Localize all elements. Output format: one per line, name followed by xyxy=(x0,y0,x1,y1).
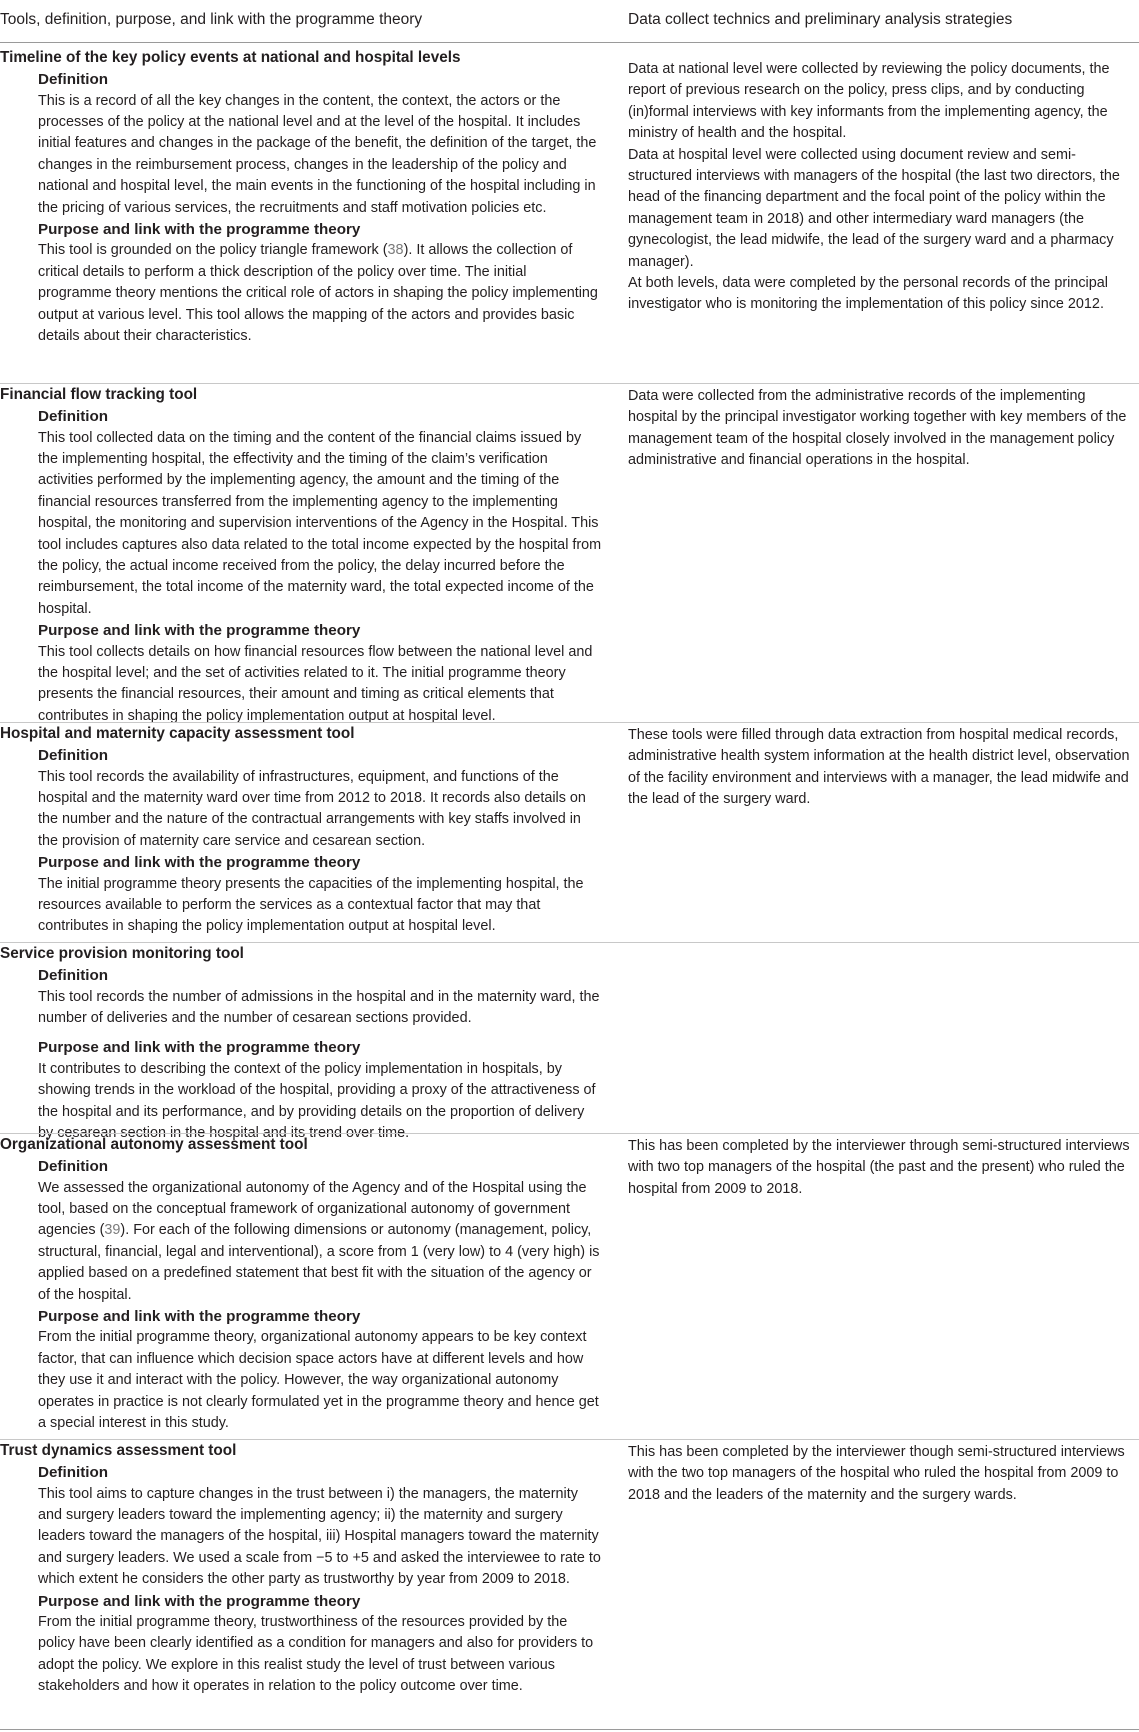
purpose-text: From the initial programme theory, organizational autonomy appears to be key context factor, that can influence which decision space actors have at different levels and how they use it and interact with the policy. However, the way organizational autonomy operates in practice is not clearly formulated yet in the programme theory and hence get a special interest in this study. xyxy=(38,1329,599,1432)
column-header-data-collection: Data collect technics and preliminary analysis strategies xyxy=(628,11,1013,28)
tool-title: Timeline of the key policy events at national and hospital levels xyxy=(0,49,461,66)
definition-text: This tool aims to capture changes in the trust between i) the managers, the maternity and surgery leaders toward the implementing agency; ii) the maternity and surgery leaders toward the managers of the hospital, iii) Hospital managers toward the maternity and surgery leaders. We used a scale from −5 to +5 and asked the interviewee to rate to which extent he considers the other party as trustworthy by year from 2009 to 2018. xyxy=(38,1485,601,1588)
definition-label: Definition xyxy=(38,408,109,425)
tool-title: Service provision monitoring tool xyxy=(0,945,244,962)
purpose-text-start: This tool is grounded on the policy triangle framework ( xyxy=(38,242,388,259)
data-collection-cell: Data were collected from the administrative records of the implementing hospital by the principal investigator working together with key members of the management team of the hospital closely involved in the management policy administrative and financial operations in the hospital. xyxy=(628,388,1127,469)
data-collection-cell: This has been completed by the interviewer through semi-structured interviews with two top managers of the hospital (the past and the present) who ruled the hospital from 2009 to 2018. xyxy=(628,1138,1130,1197)
purpose-label: Purpose and link with the programme theory xyxy=(38,1592,361,1610)
table-bottom-rule xyxy=(0,1729,1139,1730)
definition-text: This tool collected data on the timing and the content of the financial claims issued by the implementing hospital, the effectivity and the timing of the claim’s verification activities performed by the implementing agency, the amount and the timing of the financial resources transferred from the implementing agency to the implementing hospital, the monitoring and supervision interventions of the Agency in the Hospital. This tool includes captures also data related to the total income expected by the hospital from the policy, the actual income received from the policy, the delay incurred before the reimbursement, the total income of the maternity ward, the total expected income of the hospital. xyxy=(38,429,602,617)
column-header-tools: Tools, definition, purpose, and link with the programme theory xyxy=(0,11,423,28)
table-row-service-provision xyxy=(0,942,1139,1142)
tool-title: Hospital and maternity capacity assessment tool xyxy=(0,725,355,742)
purpose-text: It contributes to describing the context of the policy implementation in hospitals, by showing trends in the workload of the hospital, providing a proxy of the attractiveness of the hospital and its performance, and by providing details on the proportion of delivery by cesarean section in the hospital and its trend over time. xyxy=(38,1060,596,1142)
table-row-trust-dynamics xyxy=(0,1439,1139,1695)
table-row-capacity xyxy=(0,722,1139,935)
tool-title: Trust dynamics assessment tool xyxy=(0,1442,237,1459)
purpose-label: Purpose and link with the programme theory xyxy=(38,622,361,640)
tool-cell xyxy=(0,384,603,727)
table-header xyxy=(0,0,1139,43)
tool-cell xyxy=(0,1440,603,1698)
reference-link[interactable]: 38 xyxy=(387,242,404,259)
purpose-label: Purpose and link with the programme theory xyxy=(38,1307,361,1325)
data-collection-both: At both levels, data were completed by the personal records of the principal investigator who is monitoring the implementation of this policy since 2012. xyxy=(628,275,1108,313)
tool-title: Organizational autonomy assessment tool xyxy=(0,1136,308,1153)
definition-text-start: We assessed the organizational autonomy of the Agency and of the Hospital using the tool, based on the conceptual framework of organizational autonomy of government agencies ( xyxy=(38,1179,587,1239)
definition-label: Definition xyxy=(38,71,109,88)
definition-label: Definition xyxy=(38,967,109,984)
definition-text xyxy=(38,1178,603,1306)
tool-title: Financial flow tracking tool xyxy=(0,386,198,403)
definition-label: Definition xyxy=(38,747,109,764)
data-collection-cell xyxy=(628,59,1136,316)
data-collection-cell: These tools were filled through data extraction from hospital medical records, administrative health system information at the health district level, observation of the facility environment and interviews with a manager, the lead midwife and the lead of the surgery ward. xyxy=(628,727,1130,808)
purpose-text: The initial programme theory presents the capacities of the implementing hospital, the resources available to perform the services as a contextual factor that may that contributes in shaping the policy implementation output at hospital level. xyxy=(38,875,584,935)
data-collection-cell: This has been completed by the interviewer though semi-structured interviews with the two top managers of the hospital who ruled the hospital from 2009 to 2018 and the leaders of the maternity and the surgery wards. xyxy=(628,1444,1125,1503)
tool-cell xyxy=(0,47,603,347)
reference-link[interactable]: 39 xyxy=(104,1222,121,1239)
data-collection-national: Data at national level were collected by reviewing the policy documents, the report of previous research on the policy, press clips, and by conducting (in)formal interviews with key informants from the implementing agency, the ministry of health and the hospital. xyxy=(628,61,1110,142)
purpose-label: Purpose and link with the programme theory xyxy=(38,1039,361,1057)
definition-text: This tool records the availability of infrastructures, equipment, and functions of the hospital and the maternity ward over time from 2012 to 2018. It records also details on the number and the nature of the contractual arrangements with key staffs involved in the provision of maternity care service and cesarean section. xyxy=(38,768,586,849)
tool-cell xyxy=(0,943,603,1144)
definition-label: Definition xyxy=(38,1158,109,1175)
purpose-label: Purpose and link with the programme theory xyxy=(38,220,361,238)
table-row-financial-flow xyxy=(0,383,1139,724)
purpose-text-end: ). It allows the collection of critical details to perform a thick description of the policy over time. The initial programme theory mentions the critical role of actors in shaping the policy implementing output at various level. This tool allows the mapping of the actors and provides basic details about their characteristics. xyxy=(38,242,598,345)
data-collection-hospital: Data at hospital level were collected using document review and semi-structured interviews with managers of the hospital (the last two directors, the head of the financing department and the focal point of the policy within the management team in 2018) and other intermediary ward managers (the gynecologist, the lead midwife, the lead of the surgery ward and a pharmacy manager). xyxy=(628,146,1120,270)
purpose-text: From the initial programme theory, trustworthiness of the resources provided by the policy have been clearly identified as a condition for managers and also for providers to adopt the policy. We explore in this realist study the level of trust between various stakeholders and how it operates in relation to the policy outcome over time. xyxy=(38,1614,594,1695)
definition-text: This is a record of all the key changes in the content, the context, the actors or the processes of the policy at the national level and at the level of the hospital. It includes initial features and changes in the package of the benefit, the definition of the target, the changes in the reimbursement process, changes in the leadership of the policy and national and hospital level, the main events in the functioning of the hospital including in the pricing of various services, the recruitments and staff motivation policies etc. xyxy=(38,92,597,216)
purpose-label: Purpose and link with the programme theory xyxy=(38,854,361,872)
tool-cell xyxy=(0,723,603,938)
definition-text: This tool records the number of admissions in the hospital and in the maternity ward, the number of deliveries and the number of cesarean sections provided. xyxy=(38,988,600,1026)
tool-cell xyxy=(0,1134,603,1434)
purpose-text: This tool collects details on how financial resources flow between the national level and the hospital level; and the set of activities related to it. The initial programme theory presents the financial resources, their amount and timing as critical elements that contributes in shaping the policy implementation output at hospital level. xyxy=(38,643,593,724)
definition-text-end: ). For each of the following dimensions or autonomy (management, policy, structural, financial, legal and interventional), a score from 1 (very low) to 4 (very high) is applied based on a predefined statement that best fit with the situation of the agency or of the hospital. xyxy=(38,1222,600,1303)
purpose-text xyxy=(38,240,603,347)
table-row-organizational-autonomy xyxy=(0,1133,1139,1432)
definition-label: Definition xyxy=(38,1464,109,1481)
